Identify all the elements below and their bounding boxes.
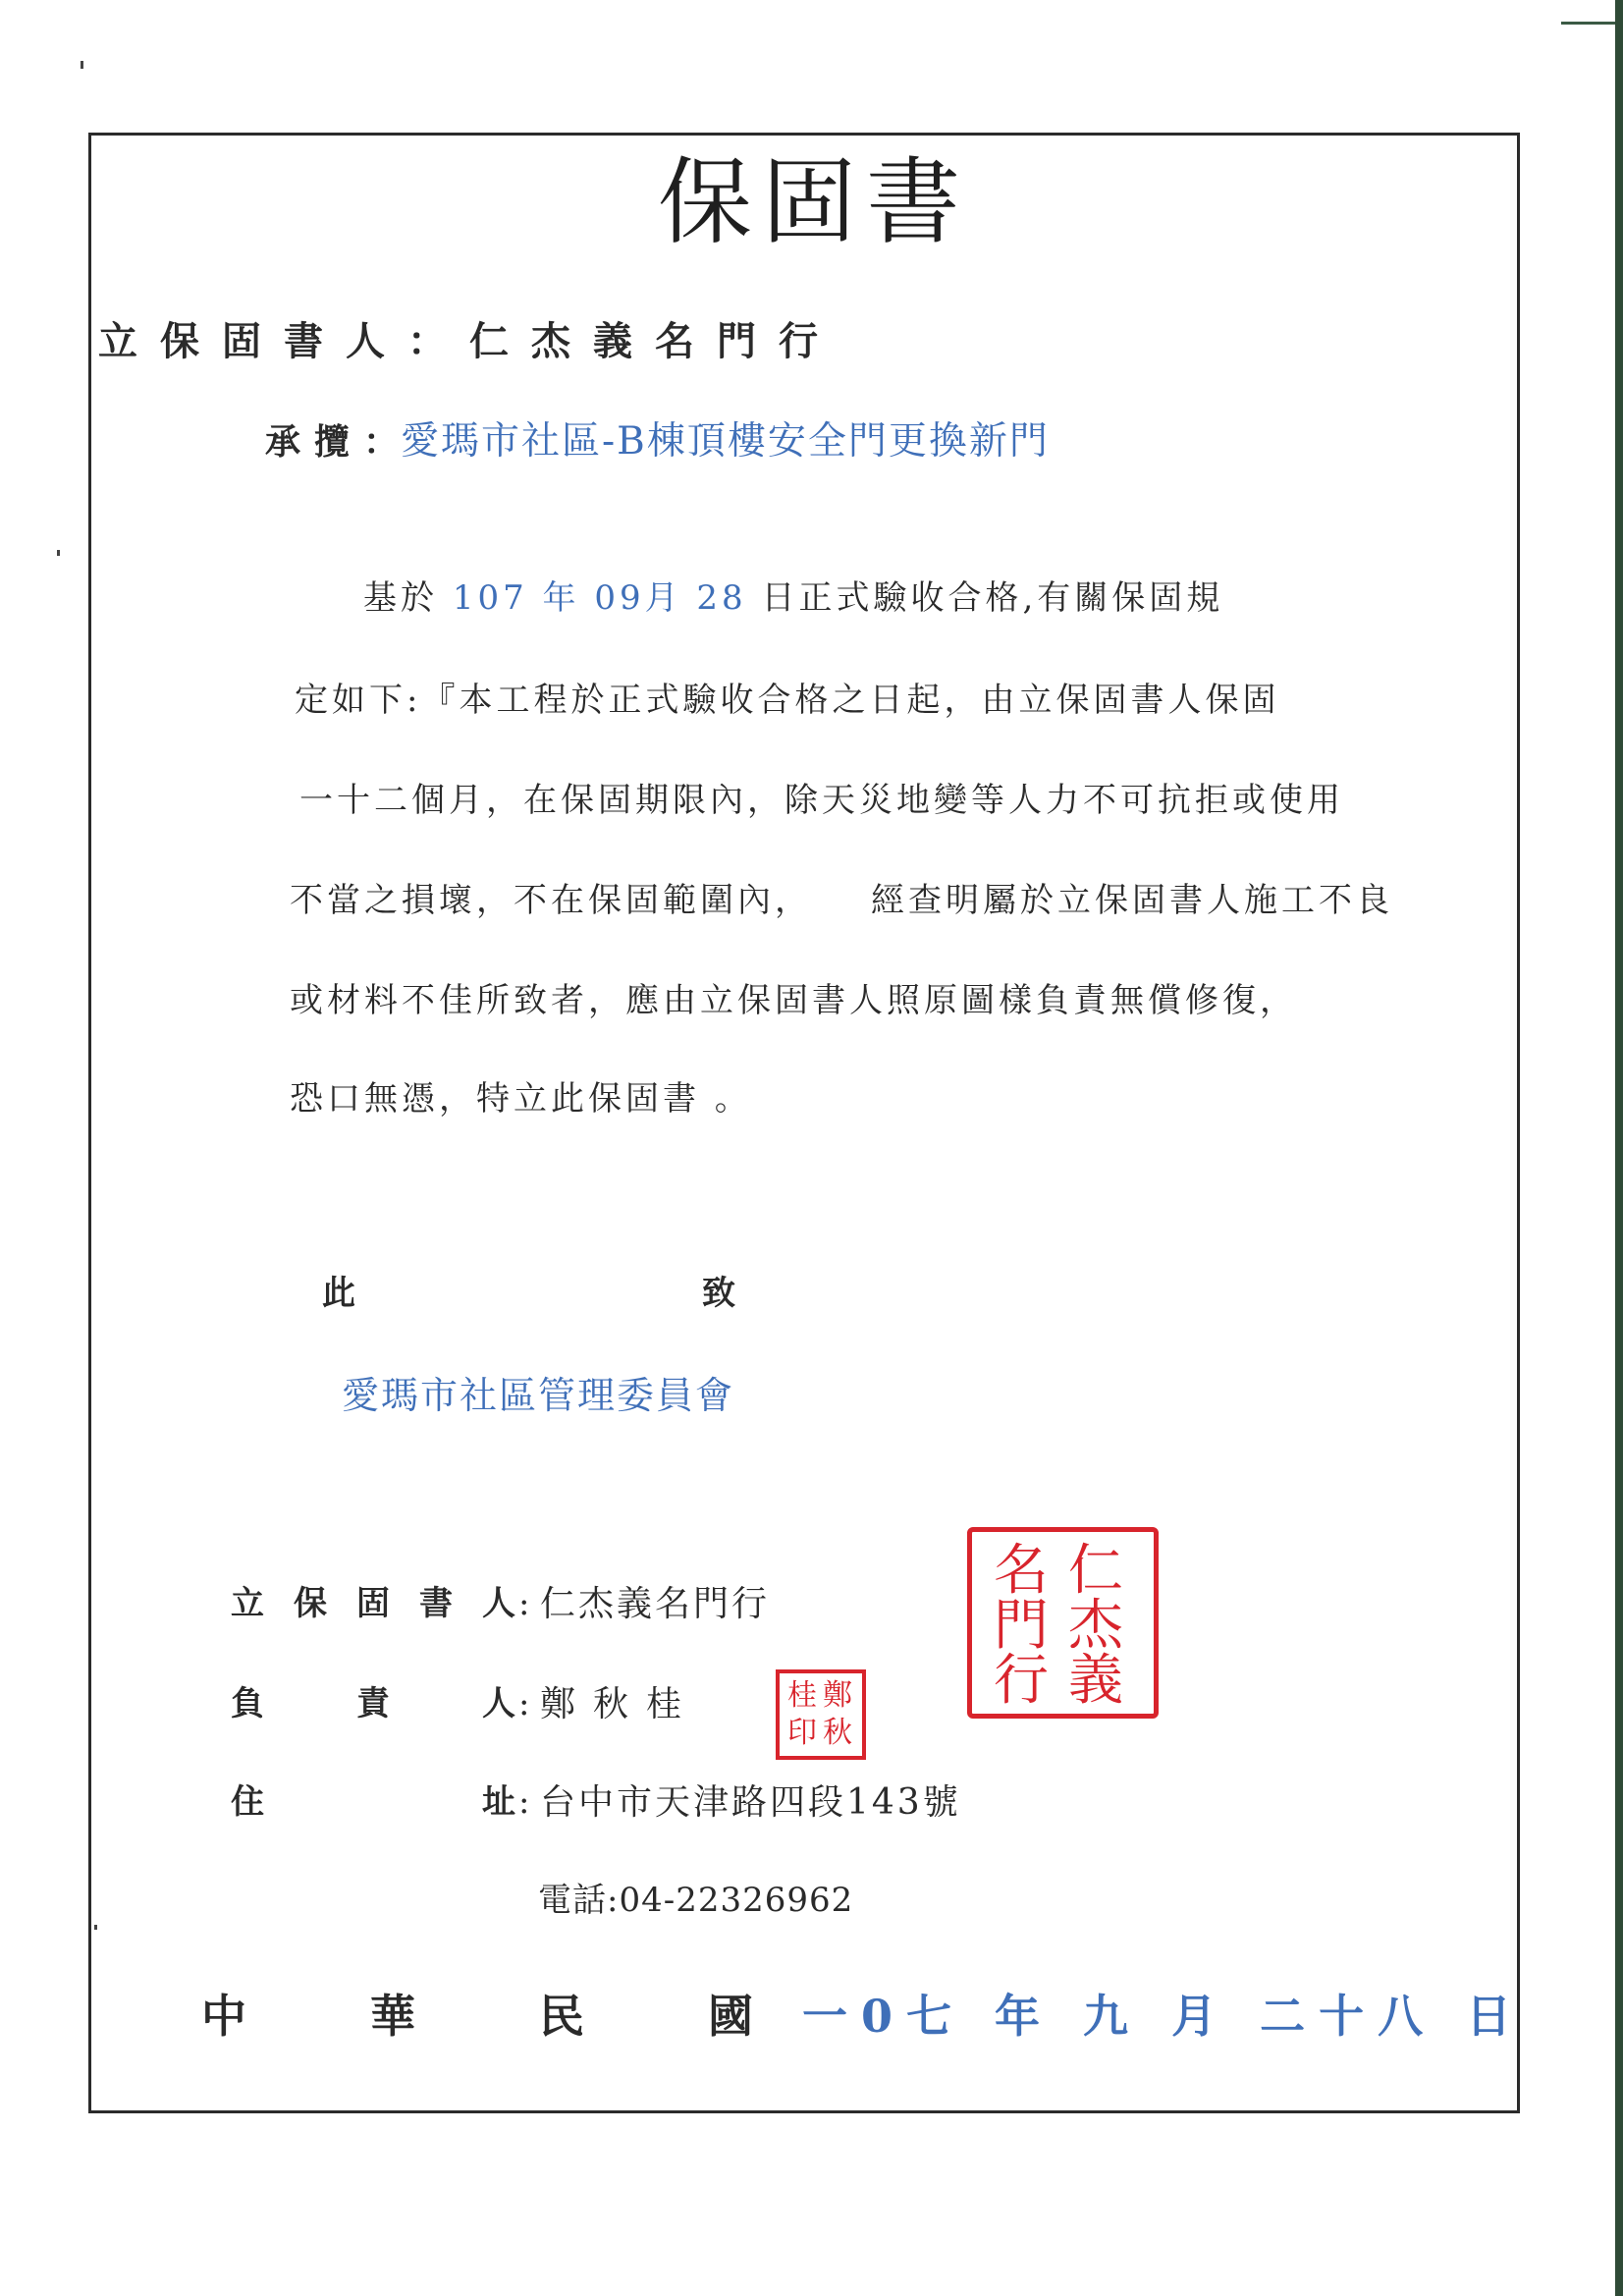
acceptance-day: 28 <box>696 578 747 618</box>
address-label <box>231 1782 515 1822</box>
era-char: 中 <box>201 1990 246 2043</box>
project-label: 承攬： <box>265 421 413 463</box>
label-char: 立 <box>231 1584 264 1623</box>
body-line-4b: 經查明屬於立保固書人施工不良 <box>871 881 1393 920</box>
body-line-5: 或材料不佳所致者，應由立保固書人照原圖樣負責無償修復， <box>290 981 1297 1020</box>
label-char: 人 <box>482 1684 515 1723</box>
salutation-zhi: 致 <box>702 1274 735 1313</box>
scan-speck <box>81 61 83 69</box>
recipient: 愛瑪市社區管理委員會 <box>342 1374 735 1417</box>
era-char: 民 <box>539 1990 584 2043</box>
label-char: 住 <box>231 1782 264 1822</box>
scan-edge <box>1615 0 1623 2296</box>
label-char: 書 <box>419 1584 453 1623</box>
issuer-heading: 立保固書人：仁杰義名門行 <box>98 318 840 364</box>
acceptance-month: 09 <box>594 578 645 618</box>
era-char: 國 <box>708 1990 753 2043</box>
date-value: 一0七 年 九 月 二十八 日 <box>802 1990 1526 2043</box>
label-char: 負 <box>231 1684 264 1723</box>
label-char: 保 <box>294 1584 327 1623</box>
responsible-value: 鄭秋桂 <box>540 1684 700 1724</box>
issuer-label <box>231 1584 515 1623</box>
company-seal: 仁 杰 義 名 門 行 <box>967 1527 1159 1719</box>
document-title: 保固書 <box>658 147 970 257</box>
address-colon: : <box>518 1782 530 1822</box>
body-suffix: 日正式驗收合格,有關保固規 <box>761 578 1224 618</box>
body-prefix: 基於 <box>363 578 438 618</box>
issuer-value: 仁杰義名門行 <box>540 1584 771 1624</box>
acceptance-year: 107 <box>452 578 528 618</box>
label-char: 固 <box>356 1584 390 1623</box>
body-line-3: 一十二個月，在保固期限內，除天災地變等人力不可抗拒或使用 <box>299 781 1344 820</box>
date-line <box>201 1990 1526 2043</box>
label-char: 人 <box>482 1584 515 1623</box>
body-line-4a: 不當之損壞，不在保固範圍內， <box>290 881 812 920</box>
body-line-4 <box>290 881 1393 920</box>
body-line-6: 恐口無憑，特立此保固書 。 <box>290 1079 752 1119</box>
date-era <box>201 1990 802 2043</box>
year-unit: 年 <box>542 578 580 618</box>
responsible-label <box>231 1684 515 1723</box>
body-line-1 <box>363 578 1224 618</box>
responsible-colon: : <box>518 1684 530 1723</box>
body-line-2: 定如下:『本工程於正式驗收合格之日起，由立保固書人保固 <box>295 681 1280 720</box>
address-value: 台中市天津路四段143號 <box>540 1782 961 1823</box>
phone-number: 電話:04-22326962 <box>538 1881 854 1920</box>
era-char: 華 <box>370 1990 415 2043</box>
issuer-colon: : <box>518 1584 530 1623</box>
month-unit: 月 <box>644 578 682 618</box>
personal-seal: 鄭 秋 桂 印 <box>776 1669 866 1760</box>
project-value: 愛瑪市社區-B棟頂樓安全門更換新門 <box>401 419 1050 464</box>
scan-edge-mark <box>1561 22 1615 25</box>
label-char: 址 <box>482 1782 515 1822</box>
salutation-ci: 此 <box>322 1274 355 1313</box>
scan-speck <box>57 550 60 556</box>
label-char: 責 <box>356 1684 390 1723</box>
